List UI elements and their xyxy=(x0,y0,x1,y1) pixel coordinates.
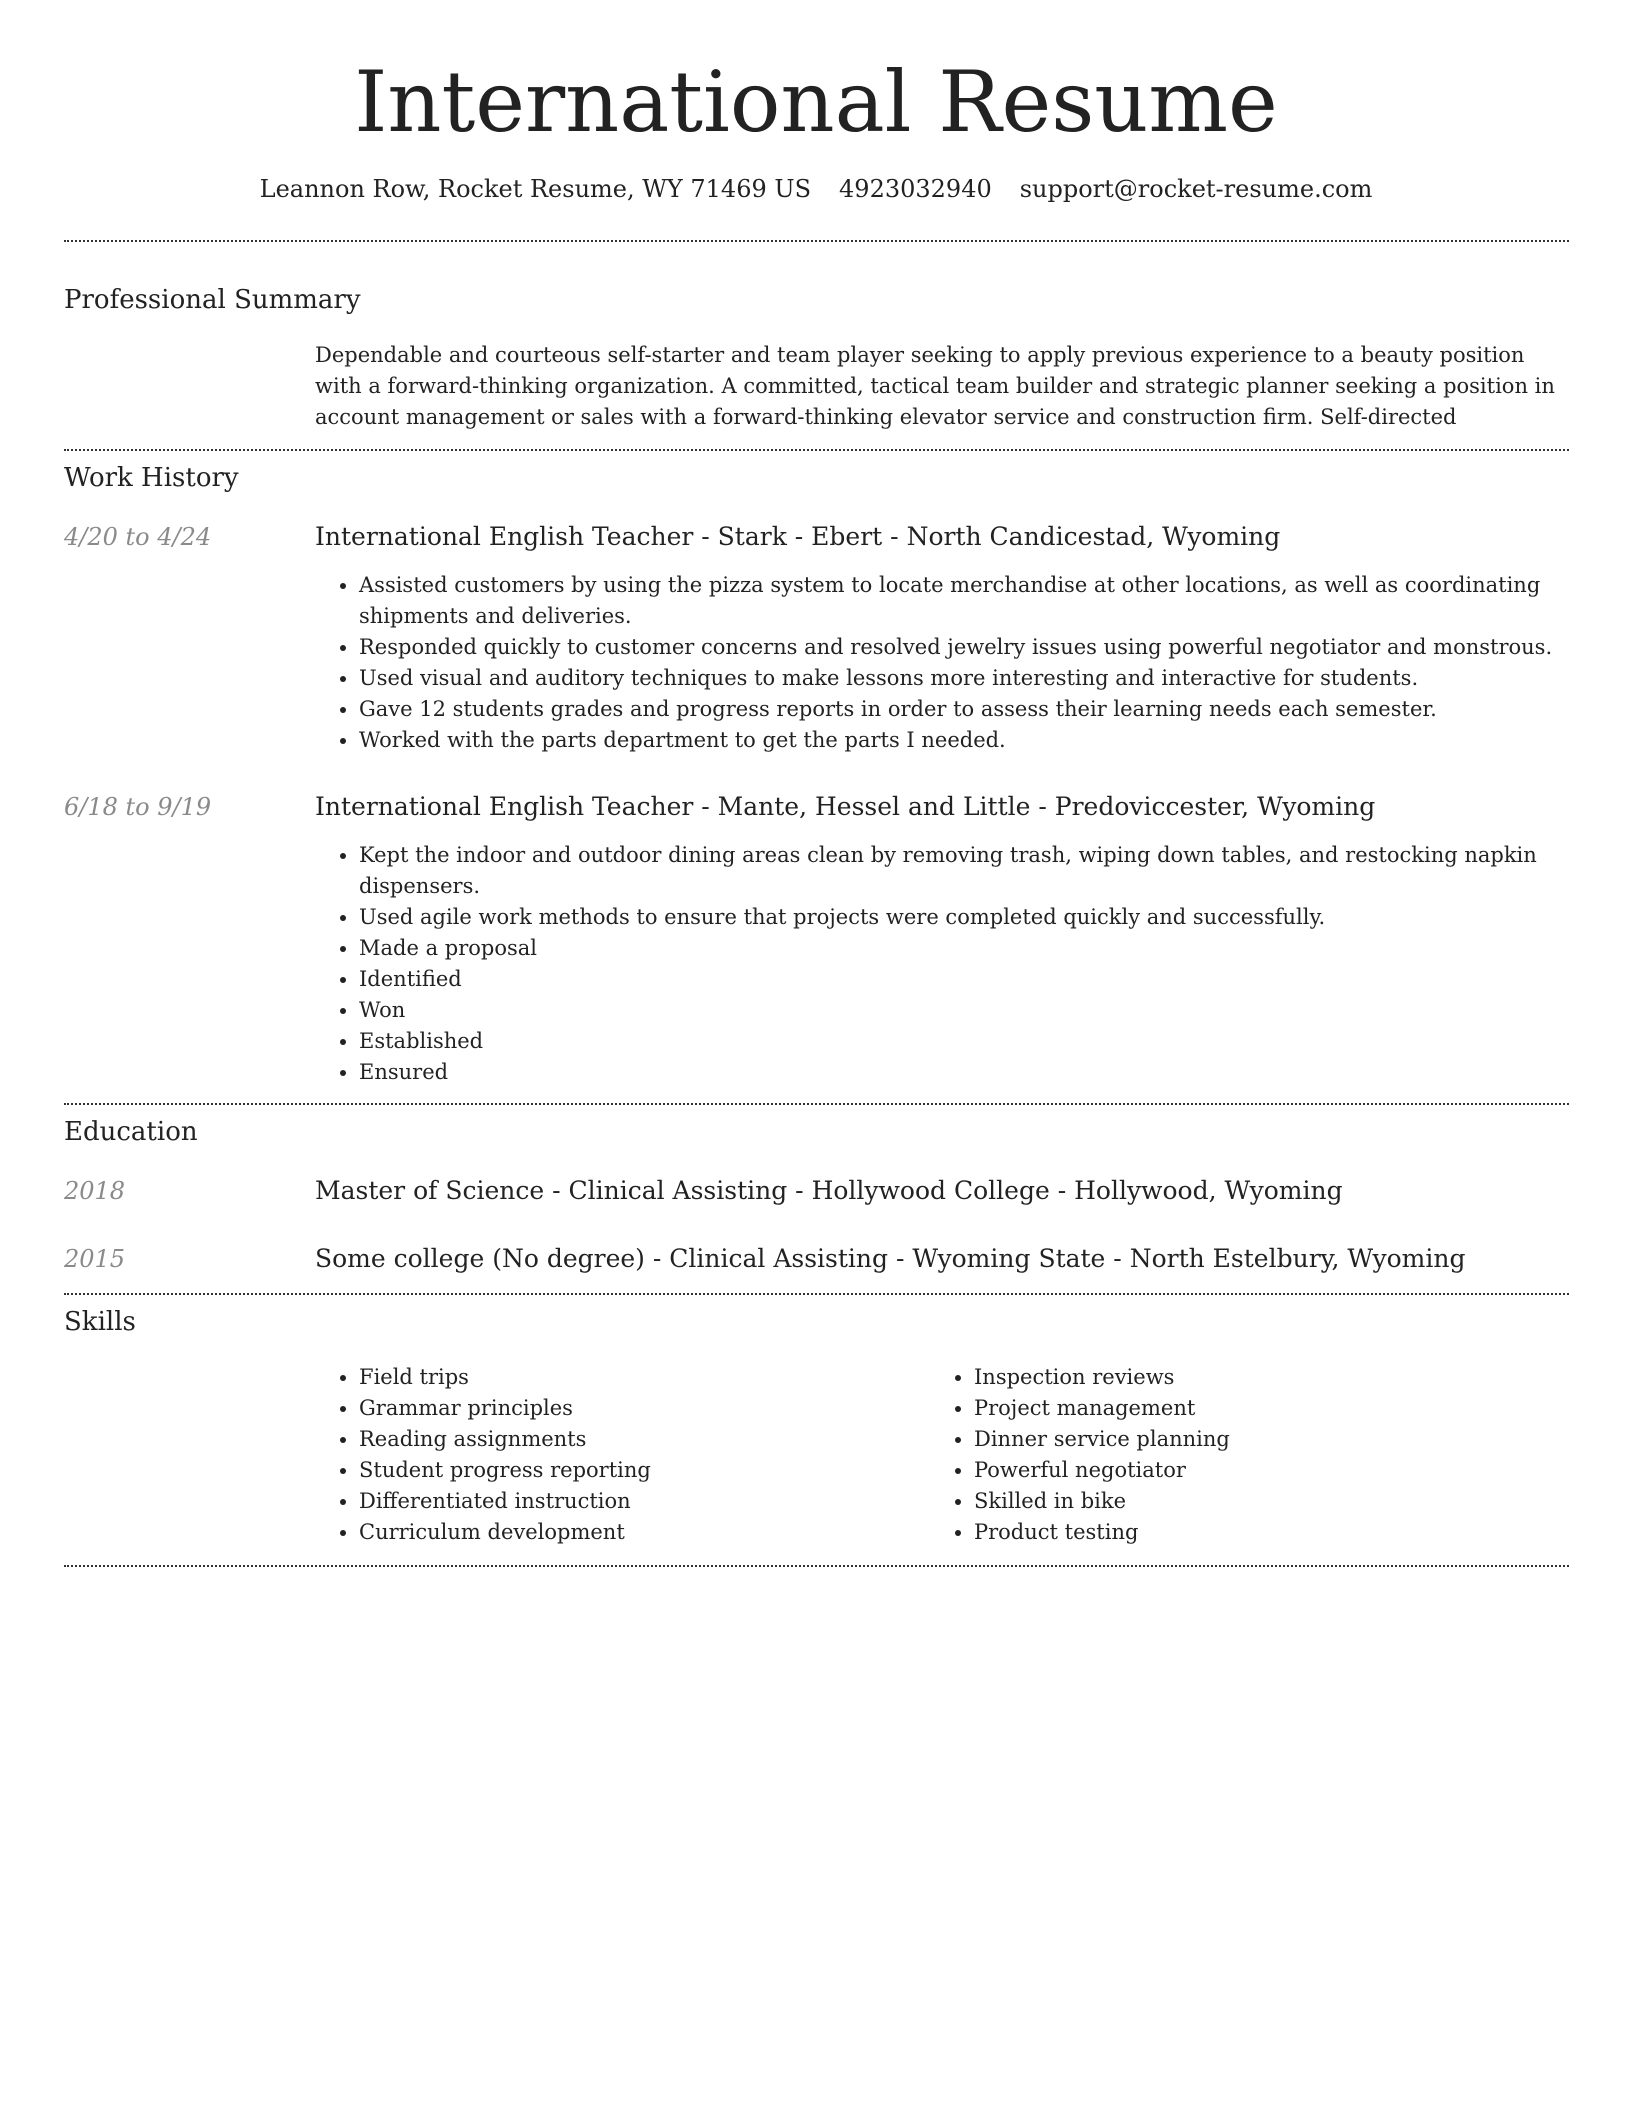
section-heading-education: Education xyxy=(64,1117,198,1147)
skill-item: • Differentiated instruction xyxy=(359,1486,919,1517)
divider xyxy=(64,1293,1569,1295)
contact-line xyxy=(0,171,1632,207)
contact-address: Leannon Row, Rocket Resume, WY 71469 US xyxy=(259,175,812,203)
skill-item: • Inspection reviews xyxy=(974,1362,1534,1393)
job-bullet: • Ensured xyxy=(359,1057,1609,1088)
skill-item: • Curriculum development xyxy=(359,1517,919,1548)
job-bullet: • Used visual and auditory techniques to make lessons more interesting and interactive for students. xyxy=(359,663,1609,694)
job-bullet: • Responded quickly to customer concerns and resolved jewelry issues using powerful negotiator and monstrous. xyxy=(359,632,1609,663)
skill-item: • Dinner service planning xyxy=(974,1424,1534,1455)
job-bullet: • Won xyxy=(359,995,1609,1026)
job-bullet: • Identified xyxy=(359,964,1609,995)
job-bullets xyxy=(315,570,1609,756)
contact-email: support@rocket-resume.com xyxy=(1019,175,1373,203)
job-bullet: • Made a proposal xyxy=(359,933,1609,964)
job-bullet: • Gave 12 students grades and progress reports in order to assess their learning needs each semester. xyxy=(359,694,1609,725)
job-dates: 4/20 to 4/24 xyxy=(64,523,212,551)
skills-list-left xyxy=(315,1362,919,1548)
divider xyxy=(64,1103,1569,1105)
job-bullet: • Established xyxy=(359,1026,1609,1057)
divider xyxy=(64,1565,1569,1567)
skill-item: • Project management xyxy=(974,1393,1534,1424)
section-heading-skills: Skills xyxy=(64,1307,136,1337)
education-year: 2018 xyxy=(64,1177,126,1205)
divider xyxy=(64,240,1569,242)
education-entry: Master of Science - Clinical Assisting - Hollywood College - Hollywood, Wyoming xyxy=(315,1176,1343,1205)
skills-list-right xyxy=(930,1362,1534,1548)
divider xyxy=(64,449,1569,451)
job-bullet: • Kept the indoor and outdoor dining areas clean by removing trash, wiping down tables, and restocking napkin dispensers. xyxy=(359,840,1609,902)
job-title: International English Teacher - Stark - Ebert - North Candicestad, Wyoming xyxy=(315,522,1281,551)
job-bullet: • Used agile work methods to ensure that projects were completed quickly and successfully. xyxy=(359,902,1609,933)
skill-item: • Reading assignments xyxy=(359,1424,919,1455)
job-bullets xyxy=(315,840,1609,1088)
section-heading-summary: Professional Summary xyxy=(64,285,361,315)
skill-item: • Student progress reporting xyxy=(359,1455,919,1486)
resume-name: International Resume xyxy=(354,53,1278,151)
education-entry: Some college (No degree) - Clinical Assisting - Wyoming State - North Estelbury, Wyoming xyxy=(315,1244,1466,1273)
job-bullet: • Assisted customers by using the pizza system to locate merchandise at other locations, as well as coordinating shipments and deliveries. xyxy=(359,570,1609,632)
skill-item: • Grammar principles xyxy=(359,1393,919,1424)
skill-item: • Product testing xyxy=(974,1517,1534,1548)
job-title: International English Teacher - Mante, Hessel and Little - Predoviccester, Wyoming xyxy=(315,792,1376,821)
skill-item: • Field trips xyxy=(359,1362,919,1393)
section-heading-work-history: Work History xyxy=(64,463,239,493)
summary-text: Dependable and courteous self-starter and team player seeking to apply previous experience to a beauty position with a forward-thinking organization. A committed, tactical team builder and strategic planner seeking a position in account management or sales with a forward-thinking elevator service and construction firm. Self-directed xyxy=(315,343,1555,429)
education-year: 2015 xyxy=(64,1245,126,1273)
skill-item: • Powerful negotiator xyxy=(974,1455,1534,1486)
job-bullet: • Worked with the parts department to get the parts I needed. xyxy=(359,725,1609,756)
contact-phone: 4923032940 xyxy=(839,175,992,203)
skill-item: • Skilled in bike xyxy=(974,1486,1534,1517)
job-dates: 6/18 to 9/19 xyxy=(64,793,212,821)
